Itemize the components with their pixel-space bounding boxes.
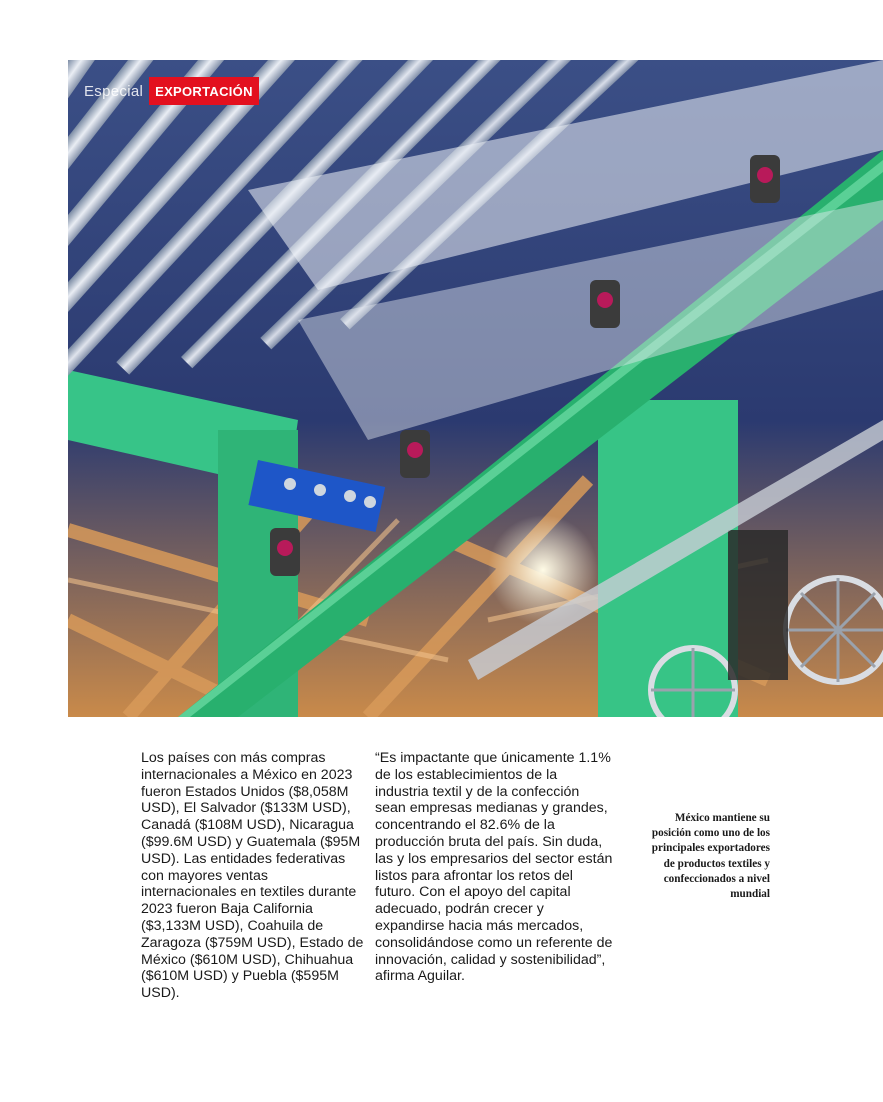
- section-header: [84, 76, 259, 106]
- sidebar-pull-quote: México mantiene su posición como uno de los principales exportadores de productos textiles y confeccionados a nivel mundial: [651, 812, 770, 901]
- section-tag: EXPORTACIÓN: [149, 77, 259, 105]
- section-label: Especial: [84, 82, 144, 100]
- article-column-2: “Es impactante que únicamente 1.1% de los establecimientos de la industria textil y de la confección sean empresas medianas y grandes, concentrando el 82.6% de la producción bruta del país. Sin duda, las y los empresarios del sector están listos para afrontar los retos del futuro. Con el apoyo del capital adecuado, podrán crecer y expandirse hacia más mercados, consolidándose como un referente de innovación, calidad y sostenibilidad”, afirma Aguilar.: [375, 750, 613, 985]
- hero-photo: [68, 60, 883, 717]
- article-column-1: Los países con más compras internacionales a México en 2023 fueron Estados Unidos ($8,058M USD), El Salvador ($133M USD), Canadá ($108M USD), Nicaragua ($99.6M USD) y Guatemala ($95M USD). Las entidades federativas con mayores ventas internacionales en textiles durante 2023 fueron Baja California ($3,133M USD), Coahuila de Zaragoza ($759M USD), Estado de México ($610M USD), Chihuahua ($610M USD) y Puebla ($595M USD).: [141, 750, 364, 1002]
- textile-machine-illustration: [68, 60, 883, 717]
